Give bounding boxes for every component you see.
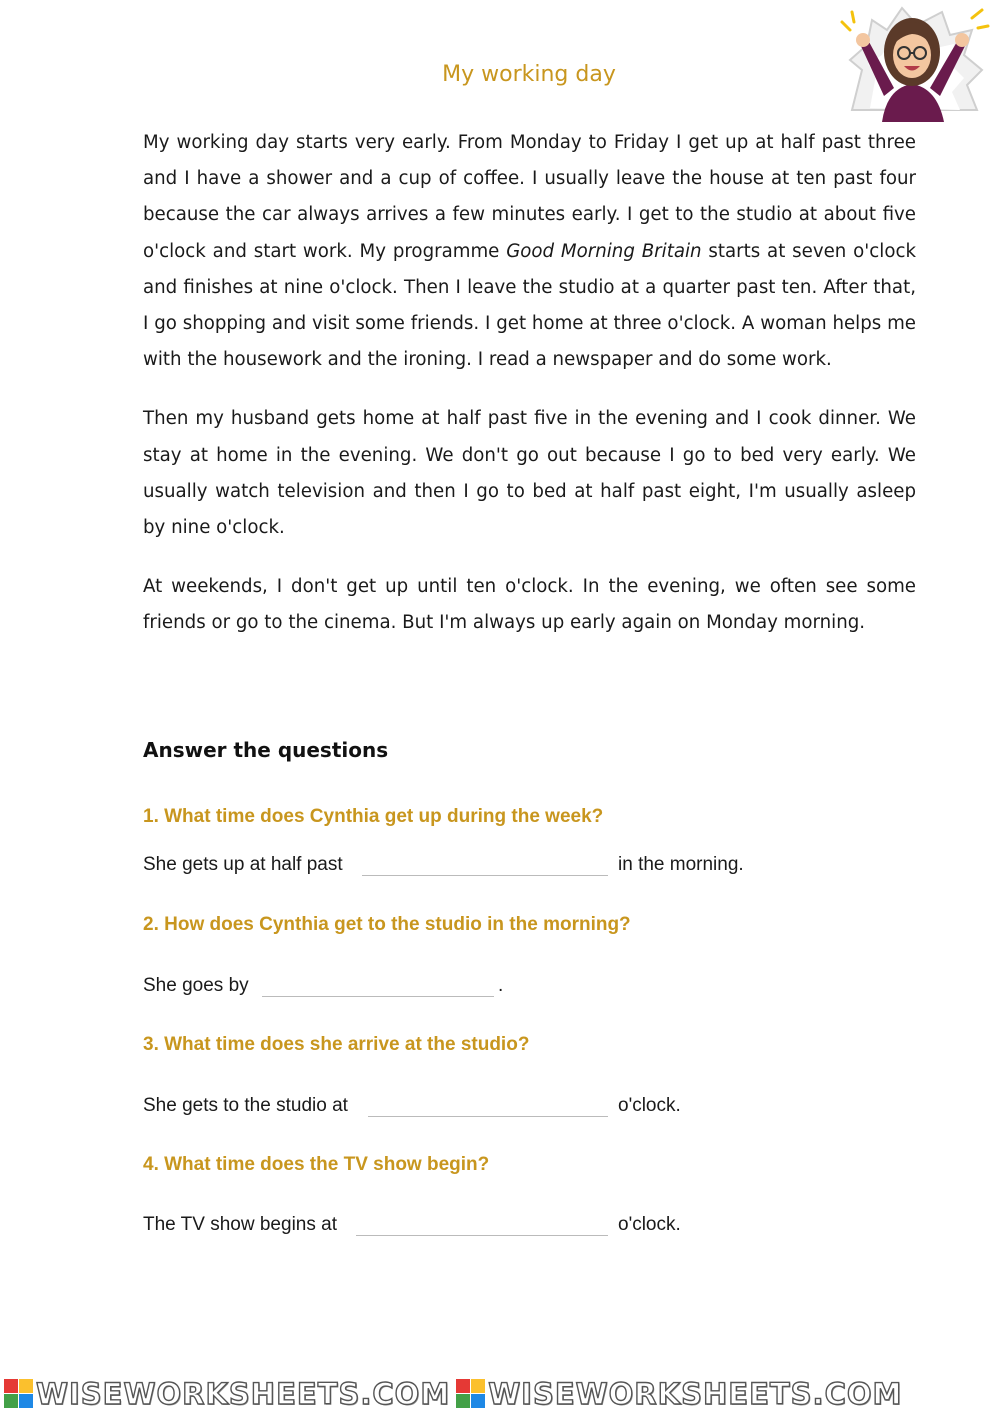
reading-paragraph-2: Then my husband gets home at half past five in the evening and I cook dinner. We stay at home in the evening. We don't go out because I go to bed very early. We usually watch television and then I go to bed at half past eight, I'm usually asleep by nine o'clock. xyxy=(143,408,916,539)
wiseworksheets-logo: WISEWORKSHEETS.COM xyxy=(456,1377,902,1411)
question-4: 4. What time does the TV show begin? xyxy=(143,1154,490,1175)
answer-4-prefix: The TV show begins at xyxy=(143,1214,337,1235)
question-2: 2. How does Cynthia get to the studio in the morning? xyxy=(143,914,631,935)
answer-2-blank[interactable] xyxy=(262,972,494,997)
answer-2-suffix: . xyxy=(498,975,504,996)
programme-title: Good Morning Britain xyxy=(506,240,702,262)
answer-1-prefix: She gets up at half past xyxy=(143,854,343,875)
answer-3-blank[interactable] xyxy=(368,1092,608,1117)
reading-paragraph-3: At weekends, I don't get up until ten o'clock. In the evening, we often see some friends or go to the cinema. But I'm always up early again on Monday morning. xyxy=(143,576,916,634)
reading-text xyxy=(143,125,916,665)
answer-2-prefix: She goes by xyxy=(143,975,249,996)
footer-watermark xyxy=(0,1374,1000,1413)
wiseworksheets-logo: WISEWORKSHEETS.COM xyxy=(4,1377,450,1411)
avatar-bitmoji-image xyxy=(832,0,992,122)
logo-squares-icon xyxy=(456,1379,485,1408)
worksheet-title: My working day xyxy=(442,62,616,87)
answer-3-prefix: She gets to the studio at xyxy=(143,1095,348,1116)
section-heading: Answer the questions xyxy=(143,738,389,762)
answer-4-blank[interactable] xyxy=(356,1211,608,1236)
answer-1-suffix: in the morning. xyxy=(618,854,744,875)
logo-squares-icon xyxy=(4,1379,33,1408)
reading-paragraph-1: My working day starts very early. From Monday to Friday I get up at half past three and I have a shower and a cup of coffee. I usually leave the house at ten past four because the car always arrives a few minutes early. I get to the studio at about five o'clock and start work. My programme Good Morning Britain starts at seven o'clock and finishes at nine o'clock. Then I leave the studio at a quarter past ten. After that, I go shopping and visit some friends. I get home at three o'clock. A woman helps me with the housework and the ironing. I read a newspaper and do some work. xyxy=(143,132,916,371)
answer-4-suffix: o'clock. xyxy=(618,1214,681,1235)
question-1: 1. What time does Cynthia get up during the week? xyxy=(143,806,604,827)
answer-1-blank[interactable] xyxy=(362,851,608,876)
question-3: 3. What time does she arrive at the studio? xyxy=(143,1034,530,1055)
answer-3-suffix: o'clock. xyxy=(618,1095,681,1116)
